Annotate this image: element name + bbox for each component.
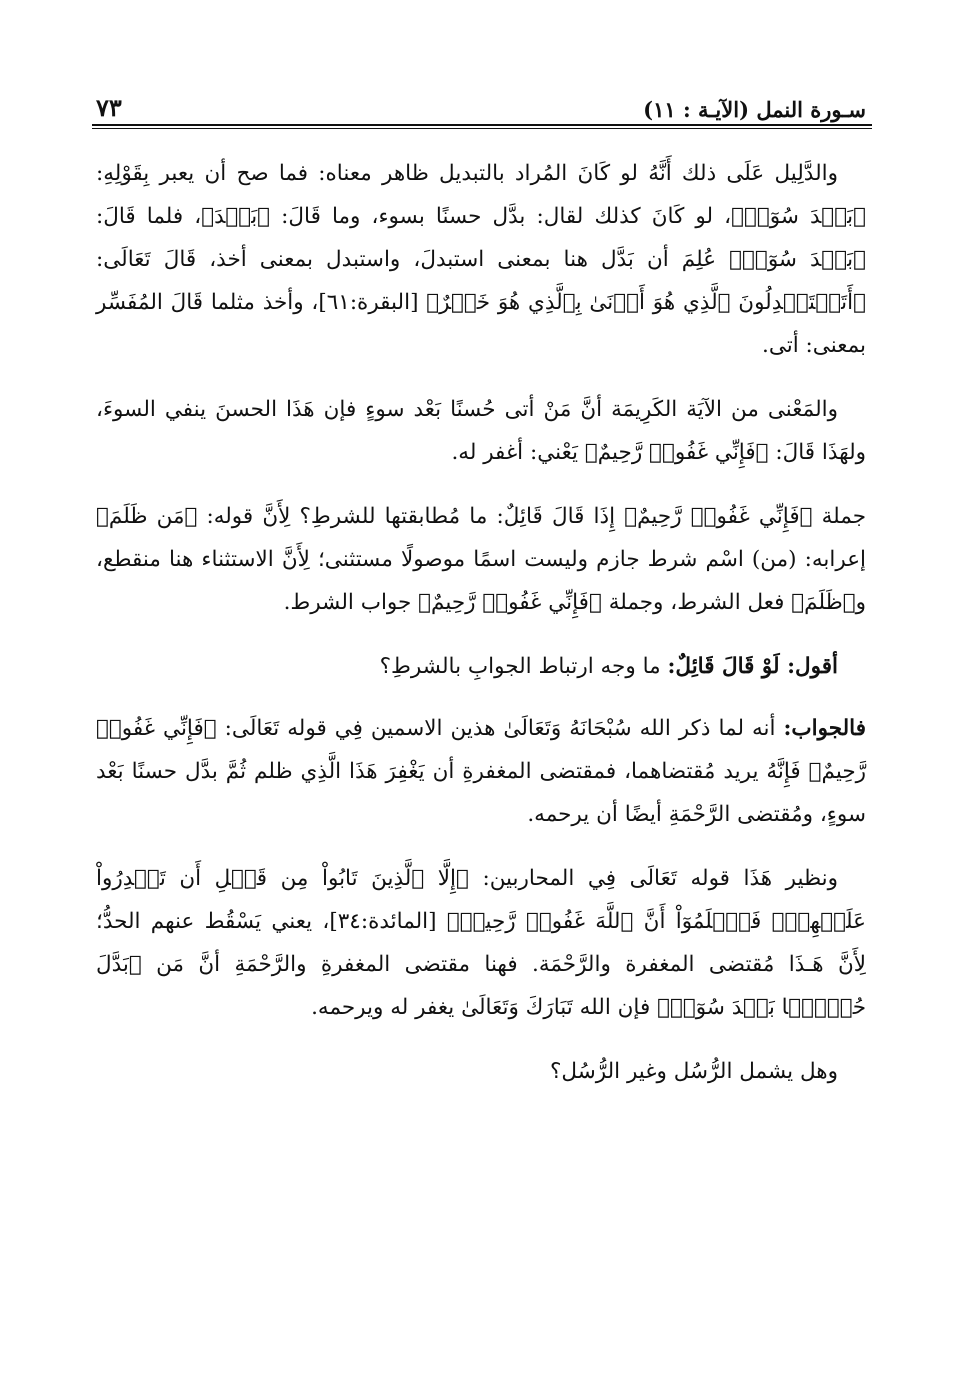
paragraph bbox=[96, 645, 866, 688]
page-body bbox=[96, 152, 866, 1114]
paragraph-text: وهل يشمل الرُّسُل وغير الرُّسُل؟ bbox=[550, 1059, 838, 1084]
paragraph-text: جملة ﴿فَإِنِّي غَفُورٞ رَّحِيمٌ﴾ إِذَا قَالَ قَائِلٌ: ما مُطابقتها للشرطِ؟ لِأَنَّ قوله: ﴿مَن ظَلَمَ﴾ إعرابه: (من) اسْم شرط جازم وليست اسمًا موصولًا مستثنى؛ لِأَنَّ الاستثناء هنا منقطع، و﴿ظَلَمَ﴾ فعل الشرط، وجملة ﴿فَإِنِّي غَفُورٞ رَّحِيمٌ﴾ جواب الشرط. bbox=[96, 504, 866, 615]
page-header bbox=[96, 86, 866, 122]
page-number: ٧٣ bbox=[96, 93, 122, 122]
paragraph-text: ونظير هَذَا قوله تَعَالَى فِي المحاربين: ﴿إِلَّا ٱلَّذِينَ تَابُواْ مِن قَبۡلِ أَن تَقۡدِرُواْ عَلَيۡهِمۡۖ فَٱعۡلَمُوٓاْ أَنَّ ٱللَّهَ غَفُورٞ رَّحِيمٞ﴾ [المائدة:٣٤]، يعني يَسْقُط عنهم الحدُّ؛ لِأَنَّ هَـذَا مُقتضى المغفرة والرَّحْمَة. فهنا مقتضى المغفرةِ والرَّحْمَةِ أنَّ مَن ﴿بَدَّلَ حُسۡنَۢا بَعۡدَ سُوٓءٖ﴾ فإن الله تَبَارَكَ وَتَعَالَىٰ يغفر له ويرحمه. bbox=[96, 866, 866, 1020]
paragraph-lead: فالجواب: bbox=[783, 716, 866, 741]
running-title: سـورة النمل (الآيـة : ١١) bbox=[643, 97, 866, 122]
paragraph bbox=[96, 857, 866, 1029]
paragraph-text: والدَّلِيل عَلَى ذلك أَنَّهُ لو كَانَ المُراد بالتبديل ظاهر معناه: فما صح أن يعبر بِقَوْلِهِ: ﴿بَعۡدَ سُوٓءٖ﴾، لو كَانَ كذلك لقال: بدَّل حسنًا بسوء، وما قَالَ: ﴿بَعۡدَ﴾، فلما قَالَ: ﴿بَعۡدَ سُوٓءٖ﴾ عُلِمَ أن بَدَّل هنا بمعنى استبدلَ، واستبدل بمعنى أخذ، قَالَ تَعَالَى: ﴿أَتَسۡتَبۡدِلُونَ ٱلَّذِي هُوَ أَدۡنَىٰ بِٱلَّذِي هُوَ خَيۡرٌ﴾ [البقرة:٦١]، وأخذ مثلما قَالَ المُفَسِّر بمعنى: أتى. bbox=[96, 161, 866, 358]
paragraph bbox=[96, 707, 866, 836]
paragraph-text: ما وجه ارتباط الجوابِ بالشرطِ؟ bbox=[379, 654, 668, 679]
paragraph bbox=[96, 152, 866, 367]
header-rule bbox=[92, 124, 872, 129]
paragraph-lead: أقول: لَوْ قَالَ قَائِلٌ: bbox=[667, 654, 838, 679]
paragraph-text: والمَعْنى من الآيَة الكَرِيمَة أنَّ مَنْ أتى حُسنًا بَعْد سوءٍ فإن هَذَا الحسنَ ينفي السوءَ، ولهَذَا قَالَ: ﴿فَإِنِّي غَفُورٞ رَّحِيمٌ﴾ يَعْني: أغفر له. bbox=[96, 397, 866, 465]
paragraph bbox=[96, 388, 866, 474]
paragraph-text: أنه لما ذكر الله سُبْحَانَهُ وَتَعَالَىٰ هذين الاسمين فِي قوله تَعَالَى: ﴿فَإِنِّي غَفُورٞ رَّحِيمٌ﴾ فَإِنَّهُ يريد مُقتضاهما، فمقتضى المغفرةِ أن يَغْفِرَ هَذَا الَّذِي ظلم ثُمَّ بدَّل حسنًا بَعْد سوءٍ، ومُقتضى الرَّحْمَةِ أيضًا أن يرحمه. bbox=[96, 716, 866, 827]
paragraph bbox=[96, 495, 866, 624]
paragraph bbox=[96, 1050, 866, 1093]
